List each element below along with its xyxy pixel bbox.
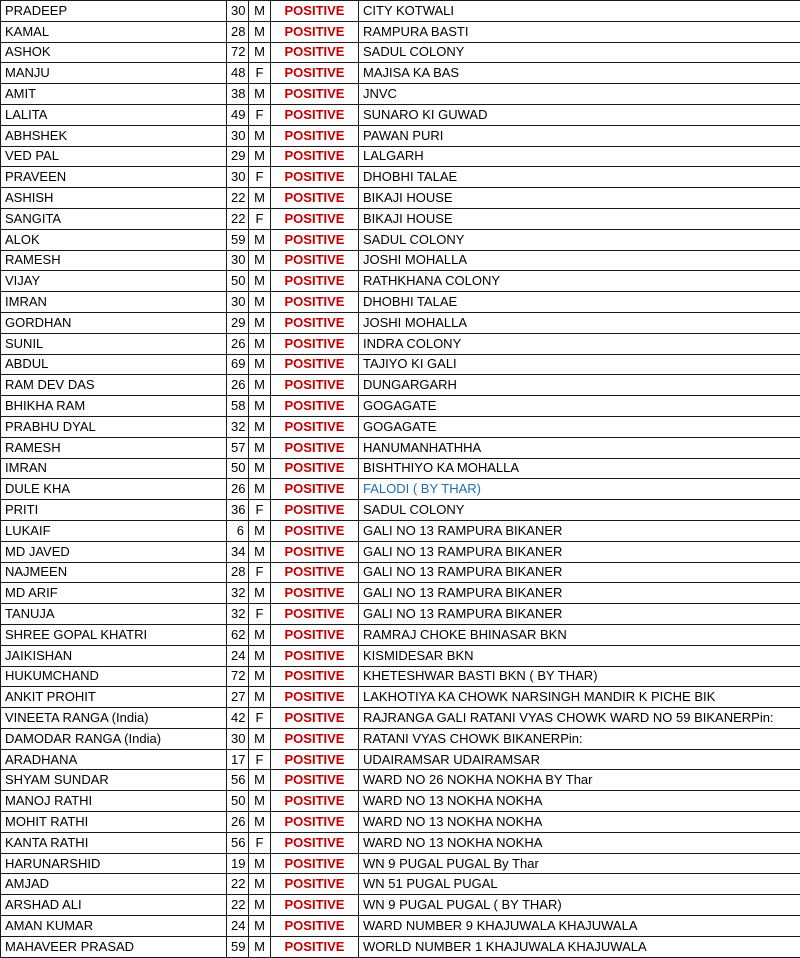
name-cell: NAJMEEN <box>1 562 227 583</box>
result-cell: POSITIVE <box>271 146 359 167</box>
table-row <box>1 520 800 541</box>
age-cell: 6 <box>227 520 249 541</box>
table-row <box>1 188 800 209</box>
address-cell: WN 9 PUGAL PUGAL ( BY THAR) <box>359 895 800 916</box>
name-cell: SUNIL <box>1 333 227 354</box>
sex-cell: M <box>249 520 271 541</box>
result-cell: POSITIVE <box>271 541 359 562</box>
table-row <box>1 853 800 874</box>
table-row <box>1 396 800 417</box>
address-cell: SUNARO KI GUWAD <box>359 104 800 125</box>
age-cell: 26 <box>227 375 249 396</box>
age-cell: 26 <box>227 333 249 354</box>
table-row <box>1 604 800 625</box>
sex-cell: M <box>249 21 271 42</box>
table-row <box>1 333 800 354</box>
age-cell: 34 <box>227 541 249 562</box>
age-cell: 29 <box>227 312 249 333</box>
table-row <box>1 250 800 271</box>
name-cell: LALITA <box>1 104 227 125</box>
age-cell: 38 <box>227 84 249 105</box>
result-cell: POSITIVE <box>271 396 359 417</box>
age-cell: 30 <box>227 728 249 749</box>
address-cell: GALI NO 13 RAMPURA BIKANER <box>359 541 800 562</box>
age-cell: 49 <box>227 104 249 125</box>
address-cell: RAMRAJ CHOKE BHINASAR BKN <box>359 624 800 645</box>
result-cell: POSITIVE <box>271 479 359 500</box>
address-cell: GALI NO 13 RAMPURA BIKANER <box>359 583 800 604</box>
result-cell: POSITIVE <box>271 666 359 687</box>
address-cell: INDRA COLONY <box>359 333 800 354</box>
table-row <box>1 936 800 957</box>
table-row <box>1 583 800 604</box>
table-row <box>1 146 800 167</box>
table-row <box>1 624 800 645</box>
age-cell: 26 <box>227 812 249 833</box>
address-cell: WARD NO 13 NOKHA NOKHA <box>359 832 800 853</box>
result-cell: POSITIVE <box>271 853 359 874</box>
sex-cell: M <box>249 458 271 479</box>
name-cell: ARSHAD ALI <box>1 895 227 916</box>
sex-cell: M <box>249 375 271 396</box>
name-cell: DULE KHA <box>1 479 227 500</box>
age-cell: 50 <box>227 271 249 292</box>
age-cell: 24 <box>227 645 249 666</box>
sex-cell: F <box>249 562 271 583</box>
result-cell: POSITIVE <box>271 687 359 708</box>
result-cell: POSITIVE <box>271 21 359 42</box>
address-cell: RATHKHANA COLONY <box>359 271 800 292</box>
sex-cell: F <box>249 832 271 853</box>
name-cell: ASHOK <box>1 42 227 63</box>
age-cell: 30 <box>227 167 249 188</box>
age-cell: 27 <box>227 687 249 708</box>
sex-cell: M <box>249 229 271 250</box>
name-cell: MAHAVEER PRASAD <box>1 936 227 957</box>
sex-cell: M <box>249 396 271 417</box>
address-cell: DUNGARGARH <box>359 375 800 396</box>
name-cell: ABDUL <box>1 354 227 375</box>
result-cell: POSITIVE <box>271 500 359 521</box>
sex-cell: M <box>249 624 271 645</box>
table-row <box>1 354 800 375</box>
table-row <box>1 375 800 396</box>
address-cell: JOSHI MOHALLA <box>359 312 800 333</box>
result-cell: POSITIVE <box>271 42 359 63</box>
table-row <box>1 271 800 292</box>
name-cell: HUKUMCHAND <box>1 666 227 687</box>
table-row <box>1 728 800 749</box>
table-row <box>1 832 800 853</box>
result-cell: POSITIVE <box>271 812 359 833</box>
age-cell: 29 <box>227 146 249 167</box>
table-row <box>1 229 800 250</box>
result-cell: POSITIVE <box>271 208 359 229</box>
table-row <box>1 458 800 479</box>
table-row <box>1 874 800 895</box>
address-cell: FALODI ( BY THAR) <box>359 479 800 500</box>
name-cell: ARADHANA <box>1 749 227 770</box>
sex-cell: M <box>249 125 271 146</box>
table-row <box>1 84 800 105</box>
result-cell: POSITIVE <box>271 354 359 375</box>
address-cell: GALI NO 13 RAMPURA BIKANER <box>359 562 800 583</box>
table-row <box>1 21 800 42</box>
address-cell: GALI NO 13 RAMPURA BIKANER <box>359 520 800 541</box>
name-cell: AMJAD <box>1 874 227 895</box>
address-cell: DHOBHI TALAE <box>359 292 800 313</box>
address-cell: LAKHOTIYA KA CHOWK NARSINGH MANDIR K PICHE BIK <box>359 687 800 708</box>
age-cell: 69 <box>227 354 249 375</box>
address-cell: GALI NO 13 RAMPURA BIKANER <box>359 604 800 625</box>
table-row <box>1 312 800 333</box>
address-cell: KHETESHWAR BASTI BKN ( BY THAR) <box>359 666 800 687</box>
sex-cell: M <box>249 416 271 437</box>
name-cell: SHYAM SUNDAR <box>1 770 227 791</box>
address-cell: HANUMANHATHHA <box>359 437 800 458</box>
address-cell: MAJISA KA BAS <box>359 63 800 84</box>
age-cell: 17 <box>227 749 249 770</box>
result-cell: POSITIVE <box>271 708 359 729</box>
address-cell: RAMPURA BASTI <box>359 21 800 42</box>
sex-cell: M <box>249 874 271 895</box>
sex-cell: M <box>249 791 271 812</box>
sex-cell: M <box>249 188 271 209</box>
address-cell: BISHTHIYO KA MOHALLA <box>359 458 800 479</box>
address-cell: PAWAN PURI <box>359 125 800 146</box>
name-cell: PRABHU DYAL <box>1 416 227 437</box>
result-cell: POSITIVE <box>271 874 359 895</box>
sex-cell: M <box>249 292 271 313</box>
name-cell: VINEETA RANGA (India) <box>1 708 227 729</box>
sex-cell: M <box>249 84 271 105</box>
table-row <box>1 812 800 833</box>
age-cell: 32 <box>227 583 249 604</box>
table-row <box>1 895 800 916</box>
name-cell: KAMAL <box>1 21 227 42</box>
age-cell: 50 <box>227 791 249 812</box>
result-cell: POSITIVE <box>271 520 359 541</box>
table-row <box>1 167 800 188</box>
name-cell: HARUNARSHID <box>1 853 227 874</box>
address-cell: DHOBHI TALAE <box>359 167 800 188</box>
address-cell: WARD NO 13 NOKHA NOKHA <box>359 791 800 812</box>
sex-cell: M <box>249 42 271 63</box>
result-cell: POSITIVE <box>271 312 359 333</box>
name-cell: AMAN KUMAR <box>1 916 227 937</box>
result-cell: POSITIVE <box>271 104 359 125</box>
result-cell: POSITIVE <box>271 167 359 188</box>
sex-cell: M <box>249 936 271 957</box>
name-cell: DAMODAR RANGA (India) <box>1 728 227 749</box>
table-row <box>1 541 800 562</box>
name-cell: TANUJA <box>1 604 227 625</box>
name-cell: ALOK <box>1 229 227 250</box>
age-cell: 22 <box>227 208 249 229</box>
name-cell: PRADEEP <box>1 1 227 22</box>
address-cell: UDAIRAMSAR UDAIRAMSAR <box>359 749 800 770</box>
result-cell: POSITIVE <box>271 895 359 916</box>
address-cell: WARD NO 13 NOKHA NOKHA <box>359 812 800 833</box>
age-cell: 36 <box>227 500 249 521</box>
name-cell: MD ARIF <box>1 583 227 604</box>
name-cell: SANGITA <box>1 208 227 229</box>
age-cell: 58 <box>227 396 249 417</box>
name-cell: PRAVEEN <box>1 167 227 188</box>
sex-cell: M <box>249 437 271 458</box>
address-cell: WARD NO 26 NOKHA NOKHA BY Thar <box>359 770 800 791</box>
address-cell: LALGARH <box>359 146 800 167</box>
result-cell: POSITIVE <box>271 84 359 105</box>
result-cell: POSITIVE <box>271 624 359 645</box>
result-cell: POSITIVE <box>271 229 359 250</box>
table-row <box>1 42 800 63</box>
sex-cell: M <box>249 916 271 937</box>
name-cell: BHIKHA RAM <box>1 396 227 417</box>
age-cell: 30 <box>227 250 249 271</box>
name-cell: LUKAIF <box>1 520 227 541</box>
name-cell: ABHSHEK <box>1 125 227 146</box>
address-cell: RATANI VYAS CHOWK BIKANERPin: <box>359 728 800 749</box>
age-cell: 30 <box>227 125 249 146</box>
address-cell: WORLD NUMBER 1 KHAJUWALA KHAJUWALA <box>359 936 800 957</box>
result-cell: POSITIVE <box>271 562 359 583</box>
age-cell: 48 <box>227 63 249 84</box>
table-row <box>1 104 800 125</box>
sex-cell: F <box>249 63 271 84</box>
sex-cell: M <box>249 645 271 666</box>
table-row <box>1 292 800 313</box>
name-cell: RAM DEV DAS <box>1 375 227 396</box>
name-cell: PRITI <box>1 500 227 521</box>
age-cell: 56 <box>227 770 249 791</box>
address-cell: GOGAGATE <box>359 396 800 417</box>
age-cell: 50 <box>227 458 249 479</box>
address-cell: TAJIYO KI GALI <box>359 354 800 375</box>
table-row <box>1 687 800 708</box>
address-cell: WN 9 PUGAL PUGAL By Thar <box>359 853 800 874</box>
result-cell: POSITIVE <box>271 271 359 292</box>
table-row <box>1 708 800 729</box>
name-cell: VED PAL <box>1 146 227 167</box>
age-cell: 26 <box>227 479 249 500</box>
age-cell: 57 <box>227 437 249 458</box>
table-row <box>1 437 800 458</box>
result-cell: POSITIVE <box>271 458 359 479</box>
address-cell: SADUL COLONY <box>359 42 800 63</box>
name-cell: VIJAY <box>1 271 227 292</box>
result-cell: POSITIVE <box>271 333 359 354</box>
address-cell: JOSHI MOHALLA <box>359 250 800 271</box>
address-cell: SADUL COLONY <box>359 229 800 250</box>
address-cell: SADUL COLONY <box>359 500 800 521</box>
result-cell: POSITIVE <box>271 188 359 209</box>
result-cell: POSITIVE <box>271 791 359 812</box>
result-cell: POSITIVE <box>271 125 359 146</box>
sex-cell: M <box>249 895 271 916</box>
age-cell: 59 <box>227 936 249 957</box>
result-cell: POSITIVE <box>271 416 359 437</box>
sex-cell: M <box>249 812 271 833</box>
sex-cell: M <box>249 541 271 562</box>
result-cell: POSITIVE <box>271 770 359 791</box>
address-cell: GOGAGATE <box>359 416 800 437</box>
table-row <box>1 791 800 812</box>
table-row <box>1 63 800 84</box>
result-cell: POSITIVE <box>271 1 359 22</box>
age-cell: 19 <box>227 853 249 874</box>
sex-cell: M <box>249 271 271 292</box>
result-cell: POSITIVE <box>271 645 359 666</box>
table-row <box>1 208 800 229</box>
address-cell: RAJRANGA GALI RATANI VYAS CHOWK WARD NO 59 BIKANERPin: <box>359 708 800 729</box>
age-cell: 22 <box>227 874 249 895</box>
age-cell: 72 <box>227 666 249 687</box>
address-cell: CITY KOTWALI <box>359 1 800 22</box>
age-cell: 22 <box>227 188 249 209</box>
name-cell: MANOJ RATHI <box>1 791 227 812</box>
sex-cell: M <box>249 312 271 333</box>
sex-cell: M <box>249 250 271 271</box>
address-cell: WN 51 PUGAL PUGAL <box>359 874 800 895</box>
table-row <box>1 1 800 22</box>
name-cell: MANJU <box>1 63 227 84</box>
address-cell: WARD NUMBER 9 KHAJUWALA KHAJUWALA <box>359 916 800 937</box>
result-cell: POSITIVE <box>271 728 359 749</box>
table-row <box>1 666 800 687</box>
sex-cell: F <box>249 604 271 625</box>
name-cell: GORDHAN <box>1 312 227 333</box>
table-row <box>1 916 800 937</box>
sex-cell: M <box>249 770 271 791</box>
sex-cell: F <box>249 104 271 125</box>
sex-cell: M <box>249 1 271 22</box>
age-cell: 42 <box>227 708 249 729</box>
result-cell: POSITIVE <box>271 250 359 271</box>
age-cell: 22 <box>227 895 249 916</box>
result-cell: POSITIVE <box>271 292 359 313</box>
age-cell: 28 <box>227 562 249 583</box>
age-cell: 62 <box>227 624 249 645</box>
result-cell: POSITIVE <box>271 63 359 84</box>
name-cell: RAMESH <box>1 250 227 271</box>
sex-cell: F <box>249 708 271 729</box>
name-cell: ASHISH <box>1 188 227 209</box>
table-row <box>1 562 800 583</box>
table-row <box>1 479 800 500</box>
age-cell: 28 <box>227 21 249 42</box>
sex-cell: F <box>249 749 271 770</box>
result-cell: POSITIVE <box>271 375 359 396</box>
result-cell: POSITIVE <box>271 936 359 957</box>
sex-cell: F <box>249 208 271 229</box>
result-cell: POSITIVE <box>271 749 359 770</box>
sex-cell: M <box>249 853 271 874</box>
result-cell: POSITIVE <box>271 916 359 937</box>
age-cell: 72 <box>227 42 249 63</box>
name-cell: RAMESH <box>1 437 227 458</box>
name-cell: MD JAVED <box>1 541 227 562</box>
address-cell: JNVC <box>359 84 800 105</box>
name-cell: AMIT <box>1 84 227 105</box>
sex-cell: F <box>249 167 271 188</box>
sex-cell: M <box>249 354 271 375</box>
name-cell: IMRAN <box>1 458 227 479</box>
table-row <box>1 645 800 666</box>
result-cell: POSITIVE <box>271 583 359 604</box>
result-cell: POSITIVE <box>271 437 359 458</box>
table-row <box>1 416 800 437</box>
sex-cell: F <box>249 500 271 521</box>
name-cell: KANTA RATHI <box>1 832 227 853</box>
sex-cell: M <box>249 479 271 500</box>
address-cell: BIKAJI HOUSE <box>359 188 800 209</box>
sex-cell: M <box>249 333 271 354</box>
age-cell: 56 <box>227 832 249 853</box>
age-cell: 59 <box>227 229 249 250</box>
sex-cell: M <box>249 687 271 708</box>
name-cell: ANKIT PROHIT <box>1 687 227 708</box>
name-cell: SHREE GOPAL KHATRI <box>1 624 227 645</box>
age-cell: 24 <box>227 916 249 937</box>
result-cell: POSITIVE <box>271 832 359 853</box>
table-row <box>1 125 800 146</box>
name-cell: IMRAN <box>1 292 227 313</box>
address-cell: BIKAJI HOUSE <box>359 208 800 229</box>
age-cell: 30 <box>227 292 249 313</box>
name-cell: JAIKISHAN <box>1 645 227 666</box>
result-cell: POSITIVE <box>271 604 359 625</box>
address-cell: KISMIDESAR BKN <box>359 645 800 666</box>
age-cell: 32 <box>227 604 249 625</box>
name-cell: MOHIT RATHI <box>1 812 227 833</box>
table-row <box>1 749 800 770</box>
sex-cell: M <box>249 728 271 749</box>
sex-cell: M <box>249 666 271 687</box>
sex-cell: M <box>249 583 271 604</box>
table-row <box>1 770 800 791</box>
patient-table-body <box>1 1 800 958</box>
sex-cell: M <box>249 146 271 167</box>
table-row <box>1 500 800 521</box>
age-cell: 32 <box>227 416 249 437</box>
age-cell: 30 <box>227 1 249 22</box>
